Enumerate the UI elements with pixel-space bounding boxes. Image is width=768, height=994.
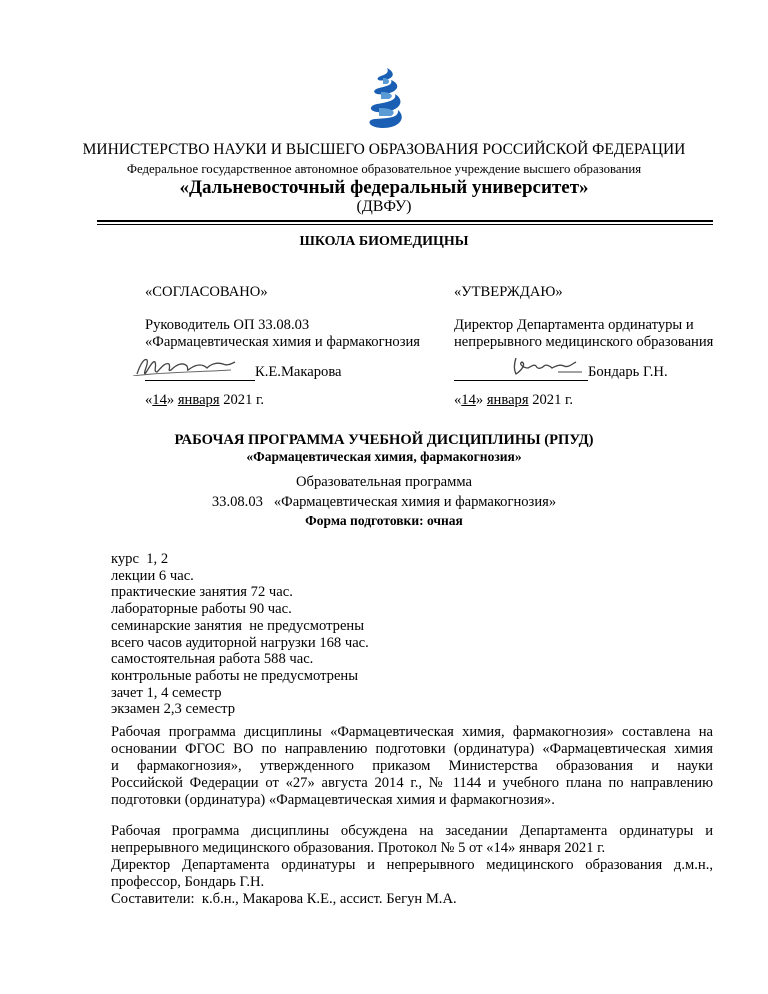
list-item: лекции 6 час. — [111, 567, 194, 584]
date-day: 14 — [152, 392, 167, 408]
approval-left-heading: «СОГЛАСОВАНО» — [145, 284, 268, 300]
program-title: РАБОЧАЯ ПРОГРАММА УЧЕБНОЙ ДИСЦИПЛИНЫ (РПУД) — [174, 432, 594, 448]
list-item: семинарские занятия не предусмотрены — [111, 617, 365, 634]
signature-left-icon — [131, 354, 241, 376]
approval-left-name: К.Е.Макарова — [255, 364, 342, 380]
paragraph-line: Российской Федерации от «27» августа 2014 г., № 1144 и учебного плана по направлению — [111, 775, 713, 791]
list-item: контрольные работы не предусмотрены — [111, 667, 359, 684]
hours-list — [111, 551, 369, 718]
approval-right-date — [454, 392, 573, 409]
date-month: января — [177, 392, 220, 408]
edu-program-label: Образовательная программа — [296, 474, 472, 490]
approval-left-signature-row — [145, 360, 342, 382]
list-item: лабораторные работы 90 час. — [111, 601, 292, 618]
logo-wave-shapes — [369, 68, 401, 128]
agency-name: Федеральное государственное автономное образовательное учреждение высшего образования — [126, 162, 642, 176]
signature-right-icon — [508, 354, 588, 376]
paragraph-line: Директор Департамента ординатуры и непрерывного медицинского образования д.м.н., — [111, 857, 713, 873]
list-item: курс 1, 2 — [111, 551, 169, 567]
date-day: 14 — [461, 392, 476, 408]
approval-left-position-1: Руководитель ОП 33.08.03 — [145, 317, 310, 333]
ministry-name: МИНИСТЕРСТВО НАУКИ И ВЫСШЕГО ОБРАЗОВАНИЯ РОССИЙСКОЙ ФЕДЕРАЦИИ — [82, 141, 686, 158]
paragraph-line: подготовки (ординатура) «Фармацевтическая химия и фармакогнозия». — [111, 792, 555, 808]
approval-right-signature-row — [454, 360, 668, 382]
list-item: экзамен 2,3 семестр — [111, 701, 236, 718]
date-open: « — [145, 392, 153, 408]
program-subtitle: «Фармацевтическая химия, фармакогнозия» — [246, 449, 522, 464]
approval-right-name: Бондарь Г.Н. — [588, 364, 668, 380]
list-item: самостоятельная работа 588 час. — [111, 651, 314, 668]
paragraph-line: Рабочая программа дисциплины «Фармацевтическая химия, фармакогнозия» составлена на — [111, 724, 713, 740]
paragraph-line: непрерывного медицинского образования. Протокол № 5 от «14» января 2021 г. — [111, 840, 606, 856]
paragraph-line: Составители: к.б.н., Макарова К.Е., ассист. Бегун М.А. — [111, 891, 457, 907]
university-name: «Дальневосточный федеральный университет» — [179, 177, 589, 198]
list-item: зачет 1, 4 семестр — [111, 684, 222, 701]
school-name: ШКОЛА БИОМЕДИЦНЫ — [299, 234, 469, 249]
signature-right-line — [454, 360, 588, 381]
date-open: « — [454, 392, 462, 408]
header-divider-thick — [97, 220, 713, 222]
date-year: 2021 г. — [528, 392, 574, 408]
paragraph-line: профессор, Бондарь Г.Н. — [111, 874, 265, 890]
approval-right-heading: «УТВЕРЖДАЮ» — [454, 284, 563, 300]
date-mid: » — [166, 392, 178, 408]
program-code: 33.08.03 «Фармацевтическая химия и фармакогнозия» — [211, 494, 557, 510]
approval-left-date — [145, 392, 264, 409]
date-month: января — [486, 392, 529, 408]
paragraph-basis — [111, 724, 713, 809]
list-item: всего часов аудиторной нагрузки 168 час. — [111, 634, 369, 651]
date-mid: » — [475, 392, 487, 408]
signature-left-line — [145, 360, 255, 381]
training-form: Форма подготовки: очная — [305, 513, 463, 528]
university-logo-icon — [365, 66, 405, 130]
list-item: практические занятия 72 час. — [111, 584, 293, 601]
paragraph-discussion — [111, 823, 713, 908]
paragraph-line: Рабочая программа дисциплины обсуждена на заседании Департамента ординатуры и — [111, 823, 713, 839]
approval-left-position-2: «Фармацевтическая химия и фармакогнозия — [145, 334, 420, 350]
approval-right-position-1: Директор Департамента ординатуры и — [454, 317, 694, 333]
university-abbreviation: (ДВФУ) — [356, 198, 412, 215]
header-divider-thin — [97, 224, 713, 225]
paragraph-line: и фармакогнозия», утвержденного приказом Министерства образования и науки — [111, 758, 713, 774]
approval-right-position-2: непрерывного медицинского образования — [454, 334, 714, 350]
paragraph-line: основании ФГОС ВО по направлению подготовки (ординатура) «Фармацевтическая химия — [111, 741, 713, 757]
date-year: 2021 г. — [219, 392, 265, 408]
